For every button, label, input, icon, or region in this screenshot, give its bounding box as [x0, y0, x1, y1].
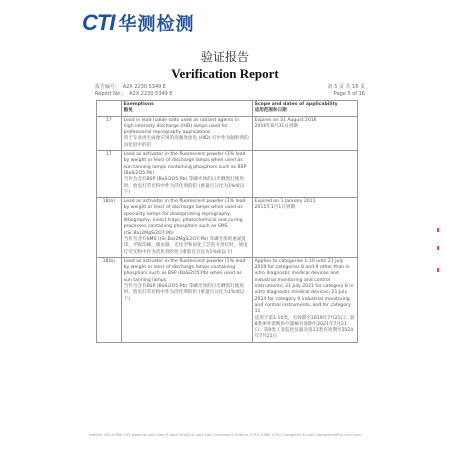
header-cell-scope: Scope and dates of applicability 适用范围和日期: [252, 101, 357, 117]
row-number: 17: [97, 151, 122, 198]
row-exemption: Lead as activator in the fluorescent powder (1% lead by weight or less) of discharge lamps containing phosphors such as BSP (BaSi2O5:Pb) when used as sun tanning lamps 当作为含有BSP (BaSi2O5:Pb) 等磷光体的日光晒黑灯使用时，放电灯荧光粉中作为活化剂的铅 (重量百分比为1%或以下): [121, 257, 252, 342]
report-title-english: Verification Report: [171, 66, 279, 81]
page-edge-mark: [437, 228, 439, 232]
table-row: [97, 116, 358, 150]
table-header-row: [97, 101, 358, 117]
page-number-block: [328, 84, 366, 98]
report-no-value-cn: A2X 2230 5349 E: [122, 84, 167, 90]
row-scope: [252, 151, 357, 198]
row-number: 18(a): [97, 198, 122, 258]
row-number: 18(b): [97, 257, 122, 342]
exemptions-table: [96, 100, 358, 343]
table-row: [97, 257, 358, 342]
report-title-chinese: 验证报告: [200, 50, 249, 64]
row-scope: Expires on 31 August 2016 2016年8月31日到期: [252, 116, 357, 150]
table-row: [97, 198, 358, 258]
row-scope: Expired on 1 January 2011 2011年1月1日到期: [252, 198, 357, 258]
page-number-en: Page 5 of 16: [333, 91, 365, 97]
page-edge-mark: [437, 268, 439, 272]
report-number-block: [95, 84, 179, 98]
report-no-value-en: A2X 2230 5349 E: [129, 91, 173, 97]
header-cell-exemptions: Exemptions 豁免: [121, 101, 252, 117]
report-no-label-en: Report No.:: [95, 91, 124, 97]
row-exemption: Lead as activator in the fluorescent powder (1% lead by weight or less) of discharge lamps when used as speciality lamps for diazoprinting reprography, lithography, insect traps, photochemical and curing processes containing phosphors such as SMS ((Sr,Ba)2MgSi2O7:Pb) 当作为含有SMS ((Sr,Ba)2MgSi2O7:Pb) 等磷光体的重氮复印、平版印刷、捕虫器、光化学和固化工艺的专用灯时，放电灯荧光粉中作为活化剂的铅 (重量百分比为1%或以下): [121, 198, 252, 258]
logo-chinese-name: 华测检测: [118, 14, 195, 35]
row-exemption: Lead in lead halide salts used as radiant agents in high intensity discharge (HID) lamps used for professional reprography applications 用于专业再生成像应用的高强度放电 (HID) 灯中作为辐射剂的卤化铅中的铅: [121, 116, 252, 150]
page-footer: Hotline 400-6788-333 www.cti-cert.com E-mail info@cti-cert.com Complaint Hotline 0755-3368 1700 Complaint E-mail complaint@cti-cert.com: [88, 432, 362, 437]
page-number-cn: 第 5 页 共 16 页: [327, 84, 365, 90]
row-number: 17: [97, 116, 122, 150]
row-scope: Applies to categories 1-10 until 21 July 2019 for categories 8 and 9 other than in vitro diagnostic medical devices and industrial monitoring and control instruments; 21 July 2021 for category 8 in vitro diagnostic medical devices; 21 July 2024 for category 9 industrial monitoring and control instruments, and for category 11 适用于第1-10类，有效期至2019年7月21日；第8类体外诊断医疗器械有效期至2021年7月21日；第9类工业监控仪器及第11类有效期至2024年7月21日: [252, 257, 357, 342]
header-cell-number: [97, 101, 122, 117]
logo-mark: CTI: [82, 10, 115, 35]
company-logo: [82, 10, 194, 36]
row-exemption: Lead as activator in the fluorescent powder (1% lead by weight or less) of discharge lamps when used as sun tanning lamps containing phosphors such as BSP (BaSi2O5:Pb) 当作为含有BSP (BaSi2O5:Pb) 等磷光体的日光晒黑灯使用时，放电灯荧光粉中作为活化剂的铅 (重量百分比为1%或以下): [121, 151, 252, 198]
report-no-label-cn: 报告编号:: [95, 84, 117, 90]
page-edge-mark: [437, 246, 439, 250]
table-row: [97, 151, 358, 198]
